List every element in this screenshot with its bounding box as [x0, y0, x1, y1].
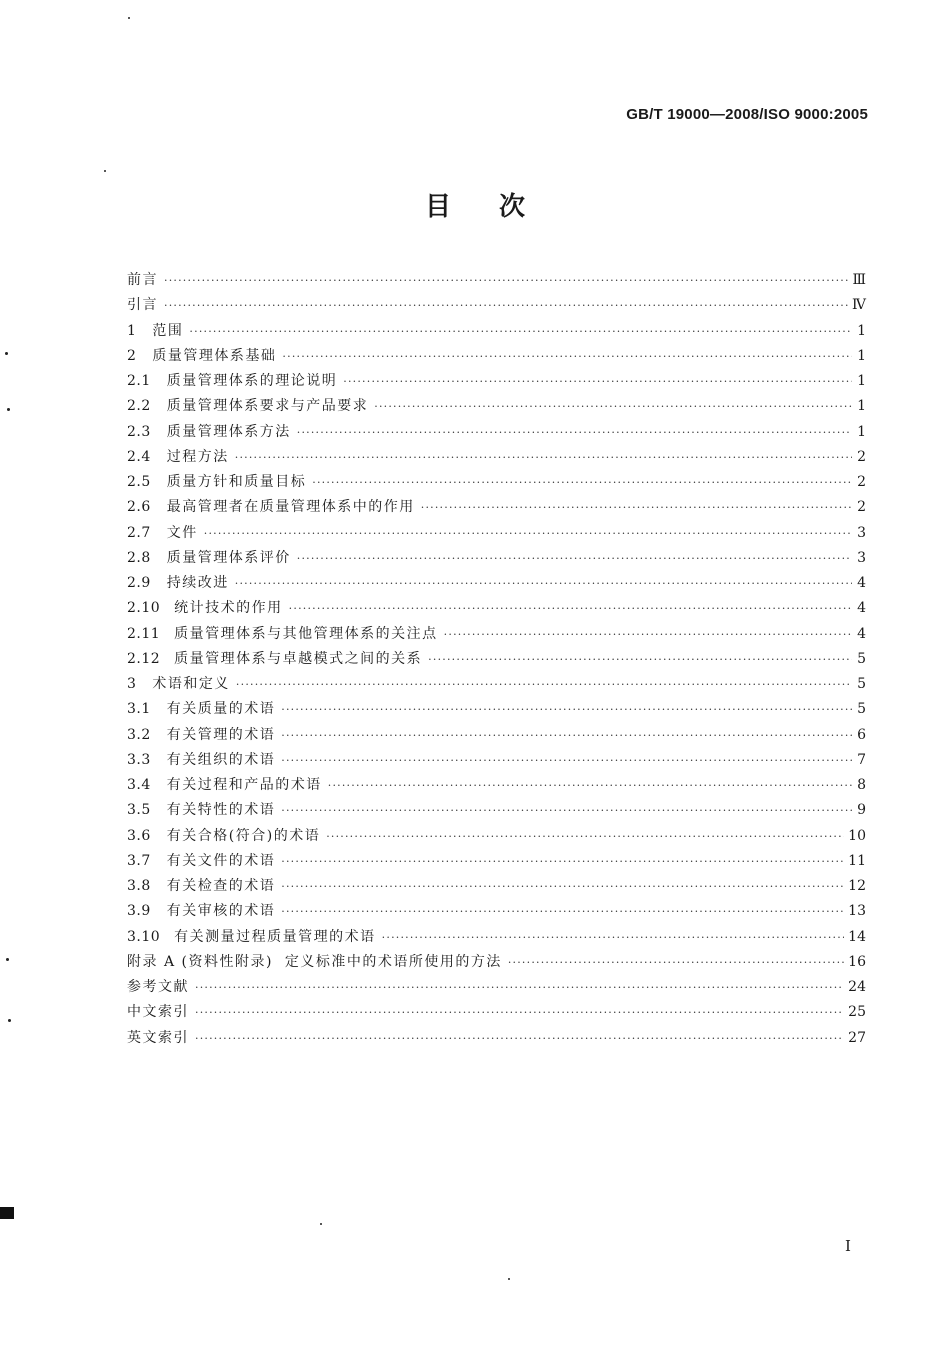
toc-number: 3.10 — [127, 928, 161, 945]
toc-number: 3 — [127, 676, 137, 692]
toc-page: 5 — [857, 701, 866, 718]
toc-number: 2.11 — [127, 625, 161, 642]
toc-leader — [281, 899, 844, 924]
toc-entry-3-3[interactable] — [127, 748, 866, 773]
toc-page: 1 — [857, 398, 866, 415]
toc-label: 有关特性的术语 — [166, 802, 276, 819]
toc-label: 有关审核的术语 — [166, 903, 276, 920]
toc-leader — [328, 773, 852, 798]
toc-label: 有关测量过程质量管理的术语 — [174, 928, 376, 945]
toc-label: 有关过程和产品的术语 — [166, 777, 322, 793]
toc-number: 1 — [127, 322, 137, 339]
scan-edge-mark — [0, 1207, 14, 1219]
toc-page: 9 — [857, 802, 866, 819]
toc-entry-2-1[interactable] — [127, 369, 866, 394]
toc-label: 有关管理的术语 — [166, 726, 276, 743]
toc-page: 3 — [857, 524, 866, 541]
toc-leader — [281, 849, 844, 874]
toc-page: 1 — [857, 423, 866, 440]
toc-leader — [281, 798, 852, 823]
toc-page: 2 — [857, 474, 866, 490]
toc-entry-2[interactable] — [127, 344, 866, 369]
toc-entry-1[interactable] — [127, 319, 866, 344]
toc-leader — [428, 647, 852, 672]
toc-entry-2-2[interactable] — [127, 394, 866, 419]
toc-label: 过程方法 — [166, 448, 229, 465]
toc-number: 3.8 — [127, 878, 151, 894]
toc-entry-3-5[interactable] — [127, 798, 866, 823]
toc-number: 2.8 — [127, 549, 151, 566]
toc-entry-3-7[interactable] — [127, 849, 866, 874]
toc-number: 2.2 — [127, 398, 151, 415]
toc-label: 质量管理体系要求与产品要求 — [166, 398, 369, 415]
toc-number: 3.1 — [127, 701, 151, 718]
toc-entry-2-12[interactable] — [127, 647, 866, 672]
toc-label: 持续改进 — [166, 575, 229, 591]
toc-entry-2-4[interactable] — [127, 445, 866, 470]
toc-entry-2-11[interactable] — [127, 622, 866, 647]
toc-number: 3.7 — [127, 852, 151, 869]
toc-leader — [164, 268, 848, 293]
toc-entry-3-10[interactable] — [127, 925, 866, 950]
toc-leader — [204, 521, 852, 546]
toc-label: 附录 A (资料性附录) 定义标准中的术语所使用的方法 — [127, 953, 502, 970]
scan-speck — [508, 1278, 510, 1280]
toc-number: 3.2 — [127, 726, 151, 743]
scan-speck — [128, 17, 130, 19]
toc-page: 12 — [848, 878, 866, 894]
toc-leader — [195, 975, 844, 1000]
toc-page: 5 — [857, 650, 866, 667]
toc-page: 4 — [857, 600, 866, 617]
toc-label: 有关检查的术语 — [166, 878, 276, 894]
toc-entry-3-2[interactable] — [127, 723, 866, 748]
scan-speck — [6, 958, 9, 961]
page-number: I — [845, 1237, 851, 1255]
toc-number: 3.3 — [127, 751, 151, 768]
toc-entry-english-index[interactable] — [127, 1026, 866, 1051]
toc-page: 3 — [857, 549, 866, 566]
toc-leader — [235, 445, 852, 470]
scan-speck — [7, 408, 10, 411]
toc-number: 2.6 — [127, 499, 151, 516]
toc-page: 2 — [857, 499, 866, 516]
toc-entry-3[interactable] — [127, 672, 866, 697]
toc-entry-2-7[interactable] — [127, 521, 866, 546]
toc-page: 1 — [857, 322, 866, 339]
toc-label: 质量方针和质量目标 — [166, 474, 307, 490]
toc-number: 3.6 — [127, 827, 151, 844]
toc-page: 8 — [857, 777, 866, 793]
toc-number: 2.5 — [127, 474, 151, 490]
toc-leader — [382, 925, 845, 950]
toc-page: 7 — [857, 751, 866, 768]
toc-number: 2.3 — [127, 423, 151, 440]
toc-leader — [195, 1000, 844, 1025]
toc-entry-2-10[interactable] — [127, 596, 866, 621]
toc-leader — [289, 596, 852, 621]
toc-entry-2-5[interactable] — [127, 470, 866, 495]
toc-leader — [236, 672, 852, 697]
toc-entry-bibliography[interactable] — [127, 975, 866, 1000]
scan-speck — [5, 352, 8, 355]
toc-number: 2.4 — [127, 448, 151, 465]
toc-leader — [235, 571, 852, 596]
toc-entry-chinese-index[interactable] — [127, 1000, 866, 1025]
table-of-contents — [127, 268, 866, 1051]
toc-page: 4 — [857, 575, 866, 591]
toc-page: 25 — [848, 1004, 866, 1021]
toc-page: Ⅲ — [852, 272, 866, 288]
toc-label: 文件 — [166, 524, 198, 541]
toc-entry-3-6[interactable] — [127, 824, 866, 849]
toc-entry-3-4[interactable] — [127, 773, 866, 798]
toc-entry-preface[interactable] — [127, 268, 866, 293]
toc-page: 1 — [857, 347, 866, 364]
toc-label: 英文索引 — [127, 1029, 189, 1046]
toc-label: 有关组织的术语 — [166, 751, 276, 768]
toc-number: 3.4 — [127, 777, 151, 793]
toc-entry-3-9[interactable] — [127, 899, 866, 924]
toc-leader — [189, 319, 852, 344]
toc-page: 6 — [857, 726, 866, 743]
toc-leader — [326, 824, 844, 849]
toc-leader — [297, 546, 852, 571]
toc-label: 中文索引 — [127, 1004, 189, 1021]
toc-label: 质量管理体系评价 — [166, 549, 291, 566]
toc-label: 质量管理体系方法 — [166, 423, 291, 440]
toc-entry-3-1[interactable] — [127, 697, 866, 722]
toc-number: 2.9 — [127, 575, 151, 591]
toc-entry-2-3[interactable] — [127, 420, 866, 445]
toc-entry-2-8[interactable] — [127, 546, 866, 571]
toc-page: 5 — [857, 676, 866, 692]
toc-leader — [421, 495, 852, 520]
toc-leader — [282, 344, 852, 369]
toc-label: 最高管理者在质量管理体系中的作用 — [166, 499, 415, 516]
toc-label: 质量管理体系与卓越模式之间的关系 — [174, 650, 423, 667]
toc-number: 2.12 — [127, 650, 161, 667]
toc-leader — [164, 293, 848, 318]
scan-speck — [104, 170, 106, 172]
toc-leader — [508, 950, 844, 975]
toc-number: 2.10 — [127, 600, 161, 617]
toc-page: 13 — [848, 903, 866, 920]
toc-page: 27 — [848, 1029, 866, 1046]
toc-leader — [343, 369, 852, 394]
toc-number: 2.1 — [127, 373, 151, 389]
toc-leader — [281, 874, 844, 899]
toc-page: Ⅳ — [852, 297, 866, 314]
toc-entry-annex-a[interactable] — [127, 950, 866, 975]
toc-label: 术语和定义 — [152, 676, 230, 692]
toc-number: 2 — [127, 347, 137, 364]
toc-leader — [281, 723, 852, 748]
toc-page: 16 — [848, 953, 866, 970]
standard-code: GB/T 19000—2008/ISO 9000:2005 — [626, 106, 868, 123]
toc-entry-introduction[interactable] — [127, 293, 866, 318]
toc-page: 10 — [848, 827, 866, 844]
toc-label: 有关合格(符合)的术语 — [166, 827, 321, 844]
toc-page: 24 — [848, 979, 866, 995]
toc-label: 质量管理体系与其他管理体系的关注点 — [174, 625, 438, 642]
page-title: 目次 — [424, 192, 573, 222]
toc-leader — [374, 394, 852, 419]
toc-label: 参考文献 — [127, 979, 189, 995]
toc-label: 质量管理体系基础 — [152, 347, 277, 364]
toc-entry-2-9[interactable] — [127, 571, 866, 596]
toc-leader — [444, 622, 852, 647]
toc-page: 1 — [857, 373, 866, 389]
toc-page: 2 — [857, 448, 866, 465]
scan-speck — [8, 1019, 11, 1022]
scan-speck — [320, 1223, 322, 1225]
toc-label: 有关文件的术语 — [166, 852, 276, 869]
toc-entry-3-8[interactable] — [127, 874, 866, 899]
toc-page: 11 — [848, 852, 866, 869]
toc-entry-2-6[interactable] — [127, 495, 866, 520]
toc-label: 统计技术的作用 — [174, 600, 283, 617]
toc-leader — [281, 748, 852, 773]
toc-page: 14 — [848, 928, 866, 945]
toc-number: 3.5 — [127, 802, 151, 819]
toc-page: 4 — [857, 625, 866, 642]
toc-number: 2.7 — [127, 524, 151, 541]
toc-leader — [312, 470, 852, 495]
toc-label: 范围 — [152, 322, 184, 339]
toc-leader — [297, 420, 852, 445]
toc-leader — [195, 1026, 844, 1051]
toc-label: 质量管理体系的理论说明 — [166, 373, 338, 389]
toc-leader — [281, 697, 852, 722]
toc-label: 有关质量的术语 — [166, 701, 276, 718]
toc-label: 前言 — [127, 272, 158, 288]
toc-label: 引言 — [127, 297, 158, 314]
toc-number: 3.9 — [127, 903, 151, 920]
